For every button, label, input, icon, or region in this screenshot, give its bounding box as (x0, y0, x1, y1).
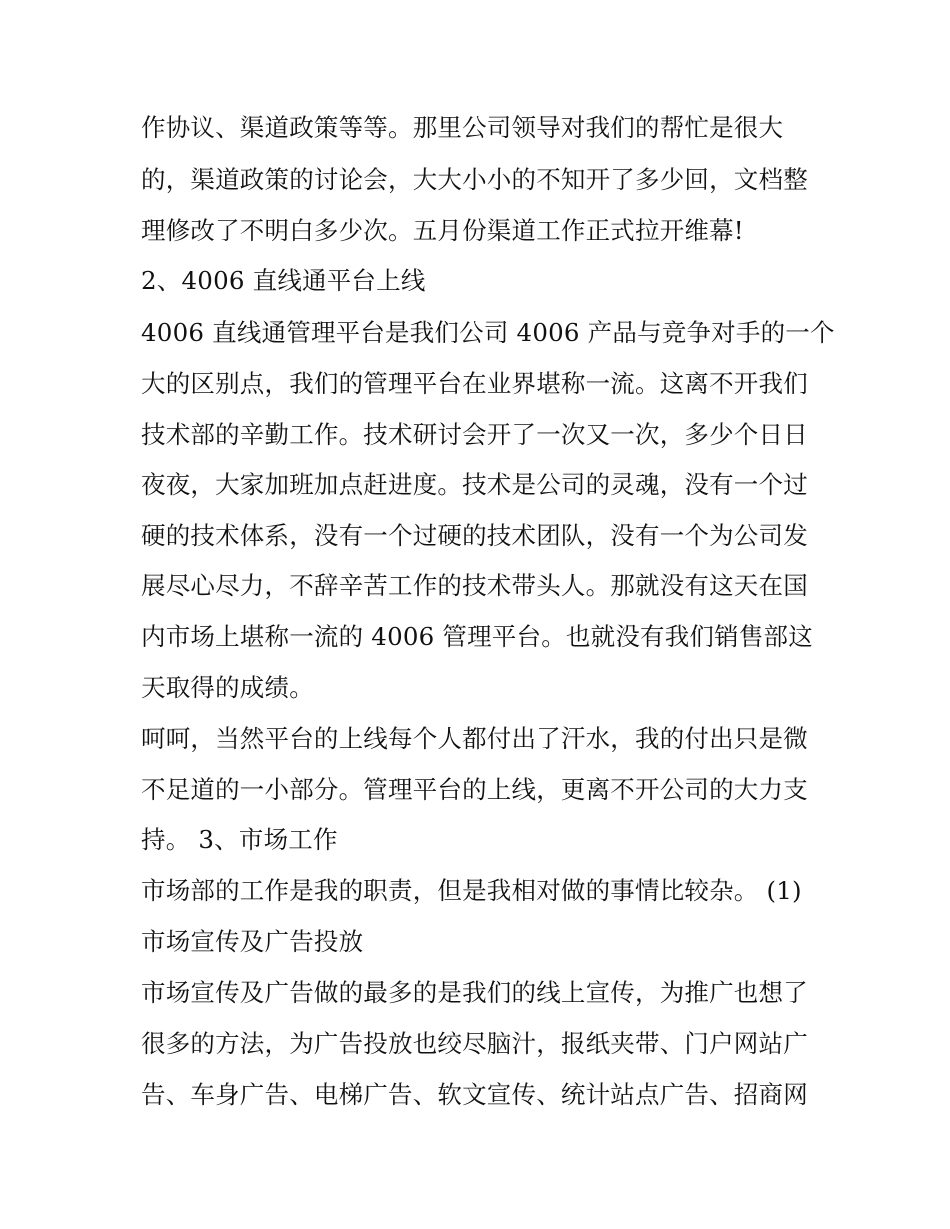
text-line: 夜夜，大家加班加点赶进度。技术是公司的灵魂，没有一个过 (141, 470, 808, 499)
section-heading: 2、4006 直线通平台上线 (141, 266, 426, 295)
text-line: 理修改了不明白多少次。五月份渠道工作正式拉开维幕! (141, 216, 744, 245)
text-line: 告、车身广告、电梯广告、软文宣传、统计站点广告、招商网 (141, 1080, 808, 1109)
text-line: 市场部的工作是我的职责，但是我相对做的事情比较杂。 (1) (141, 876, 802, 905)
text-line: 很多的方法，为广告投放也绞尽脑汁，报纸夹带、门户网站广 (141, 1029, 808, 1058)
text-line: 4006 直线通管理平台是我们公司 4006 产品与竞争对手的一个 (141, 318, 835, 347)
text-line: 不足道的一小部分。管理平台的上线，更离不开公司的大力支 (141, 775, 808, 804)
text-line: 呵呵，当然平台的上线每个人都付出了汗水，我的付出只是微 (141, 724, 808, 753)
text-line: 持。 3、市场工作 (141, 825, 338, 854)
text-line: 作协议、渠道政策等等。那里公司领导对我们的帮忙是很大 (141, 113, 784, 142)
text-line: 市场宣传及广告投放 (141, 927, 364, 956)
text-line: 天取得的成绩。 (141, 673, 314, 702)
text-line: 市场宣传及广告做的最多的是我们的线上宣传，为推广也想了 (141, 978, 808, 1007)
text-line: 展尽心尽力，不辞辛苦工作的技术带头人。那就没有这天在国 (141, 571, 808, 600)
text-line: 大的区别点，我们的管理平台在业界堪称一流。这离不开我们 (141, 369, 808, 398)
text-line: 内市场上堪称一流的 4006 管理平台。也就没有我们销售部这 (141, 622, 813, 651)
text-line: 的，渠道政策的讨论会，大大小小的不知开了多少回，文档整 (141, 165, 808, 194)
text-line: 技术部的辛勤工作。技术研讨会开了一次又一次，多少个日日 (141, 420, 808, 449)
text-line: 硬的技术体系，没有一个过硬的技术团队，没有一个为公司发 (141, 521, 808, 550)
